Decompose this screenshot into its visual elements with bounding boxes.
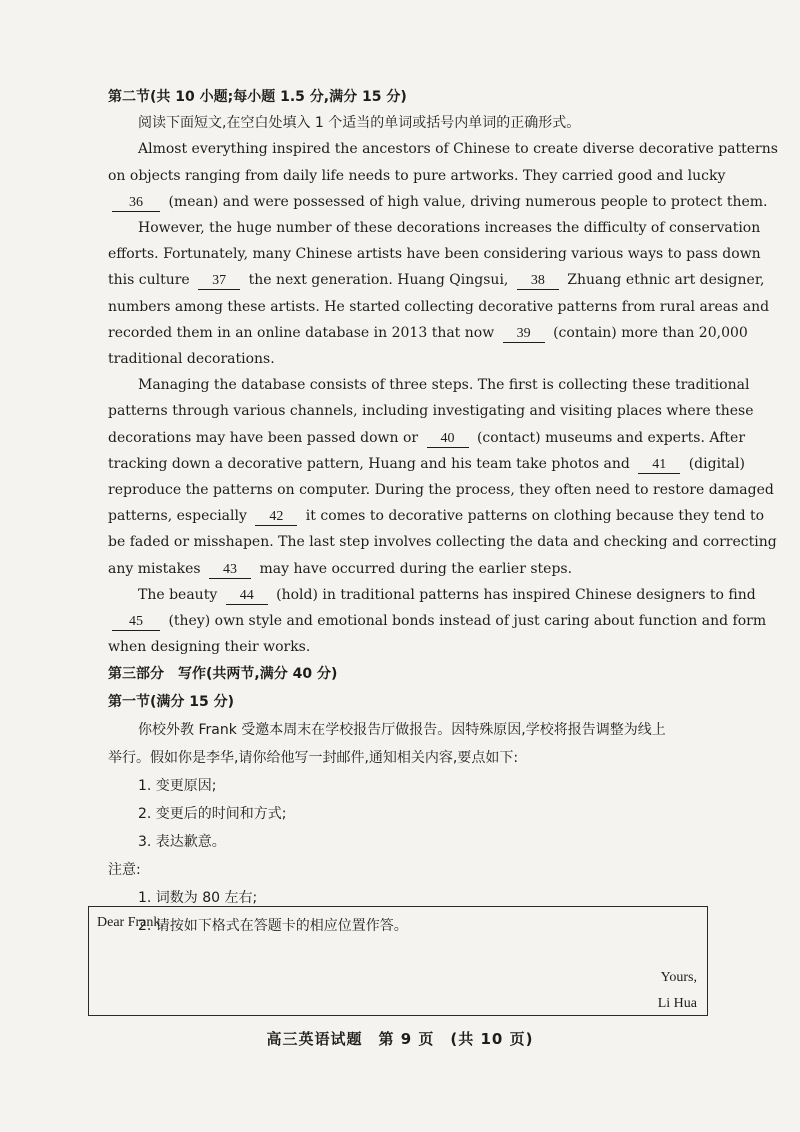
letter-format-box xyxy=(88,906,708,1016)
passage-text: the next generation. Huang Qingsui, xyxy=(244,272,513,289)
passage-line xyxy=(108,582,756,608)
passage-text: The beauty xyxy=(138,586,222,603)
note-item: 1. 词数为 80 左右; xyxy=(138,890,258,907)
passage-text: when designing their works. xyxy=(108,639,311,656)
passage-text: it comes to decorative patterns on clothing because they tend to xyxy=(301,508,765,525)
passage-line xyxy=(108,163,726,189)
passage-line xyxy=(108,136,778,162)
passage-text: (mean) and were possessed of high value, driving numerous people to protect them. xyxy=(164,193,768,210)
passage-text: Almost everything inspired the ancestors of Chinese to create diverse decorative patterns xyxy=(138,141,778,158)
passage-line xyxy=(108,503,765,529)
passage-text: (they) own style and emotional bonds instead of just caring about function and form xyxy=(164,613,767,630)
letter-closing-block xyxy=(658,965,697,1017)
passage-line xyxy=(108,189,768,215)
passage-text: this culture xyxy=(108,272,195,289)
page-footer: 高三英语试题 第 9 页 (共 10 页) xyxy=(266,1030,534,1048)
passage-text: numbers among these artists. He started collecting decorative patterns from rural areas and xyxy=(108,298,770,315)
writing-part xyxy=(108,660,718,940)
writing-prompt-line-2: 举行。假如你是李华,请你给他写一封邮件,通知相关内容,要点如下: xyxy=(108,750,519,767)
cloze-blank-44: 44 xyxy=(226,588,268,605)
writing-section-1-header: 第一节(满分 15 分) xyxy=(108,694,235,711)
passage-line xyxy=(108,451,745,477)
writing-point: 2. 变更后的时间和方式; xyxy=(138,806,287,823)
passage-line xyxy=(108,294,770,320)
writing-point: 1. 变更原因; xyxy=(138,778,217,795)
passage-line xyxy=(108,267,765,293)
section-2-header: 第二节(共 10 小题;每小题 1.5 分,满分 15 分) xyxy=(108,89,407,105)
passage-text: (digital) xyxy=(684,455,745,472)
notes-label: 注意: xyxy=(108,862,141,879)
passage-line xyxy=(108,398,754,424)
passage-line xyxy=(108,477,774,503)
writing-prompt-line-1: 你校外教 Frank 受邀本周末在学校报告厅做报告。因特殊原因,学校将报告调整为线上 xyxy=(138,722,666,739)
letter-signature: Li Hua xyxy=(657,996,697,1011)
cloze-blank-43: 43 xyxy=(209,562,251,579)
passage-text: tracking down a decorative pattern, Huang and his team take photos and xyxy=(108,455,635,472)
section-2-instruction: 阅读下面短文,在空白处填入 1 个适当的单词或括号内单词的正确形式。 xyxy=(138,115,581,132)
passage-text: (contact) museums and experts. After xyxy=(472,429,746,446)
passage-text: patterns through various channels, including investigating and visiting places where these xyxy=(108,403,754,420)
passage-text: (hold) in traditional patterns has inspired Chinese designers to find xyxy=(271,586,756,603)
cloze-blank-37: 37 xyxy=(198,273,240,290)
passage-line xyxy=(108,608,767,634)
passage-text: may have occurred during the earlier steps. xyxy=(255,560,573,577)
passage-text: any mistakes xyxy=(108,560,206,577)
cloze-blank-45: 45 xyxy=(112,614,160,631)
note-item: 2. 请按如下格式在答题卡的相应位置作答。 xyxy=(138,918,408,935)
passage-text: patterns, especially xyxy=(108,508,252,525)
letter-closing: Yours, xyxy=(660,970,697,985)
passage-line xyxy=(108,241,761,267)
passage-line xyxy=(108,215,761,241)
passage-line xyxy=(108,529,777,555)
passage-line xyxy=(108,556,718,582)
cloze-blank-36: 36 xyxy=(112,195,160,212)
cloze-blank-42: 42 xyxy=(255,509,297,526)
passage-text: be faded or misshapen. The last step involves collecting the data and checking and correcting xyxy=(108,534,777,551)
cloze-blank-39: 39 xyxy=(503,326,545,343)
passage-text: traditional decorations. xyxy=(108,351,275,368)
passage-text: recorded them in an online database in 2013 that now xyxy=(108,324,499,341)
passage-text: (contain) more than 20,000 xyxy=(548,324,748,341)
passage-text: decorations may have been passed down or xyxy=(108,429,423,446)
cloze-blank-40: 40 xyxy=(427,431,469,448)
passage-line xyxy=(108,372,750,398)
cloze-blank-38: 38 xyxy=(517,273,559,290)
passage-text: on objects ranging from daily life needs to pure artworks. They carried good and lucky xyxy=(108,167,726,184)
passage-text: efforts. Fortunately, many Chinese artists have been considering various ways to pass down xyxy=(108,246,761,263)
letter-salutation: Dear Frank, xyxy=(97,915,164,930)
part-3-header: 第三部分 写作(共两节,满分 40 分) xyxy=(108,666,338,683)
passage-line xyxy=(108,346,718,372)
writing-point: 3. 表达歉意。 xyxy=(138,834,226,851)
cloze-passage xyxy=(108,136,778,660)
passage-text: However, the huge number of these decorations increases the difficulty of conservation xyxy=(138,220,761,237)
passage-line xyxy=(108,634,718,660)
passage-text: reproduce the patterns on computer. During the process, they often need to restore damaged xyxy=(108,482,774,499)
passage-line xyxy=(108,320,748,346)
passage-line xyxy=(108,425,746,451)
passage-text: Zhuang ethnic art designer, xyxy=(562,272,765,289)
cloze-blank-41: 41 xyxy=(638,457,680,474)
passage-text: Managing the database consists of three steps. The first is collecting these traditional xyxy=(138,377,750,394)
